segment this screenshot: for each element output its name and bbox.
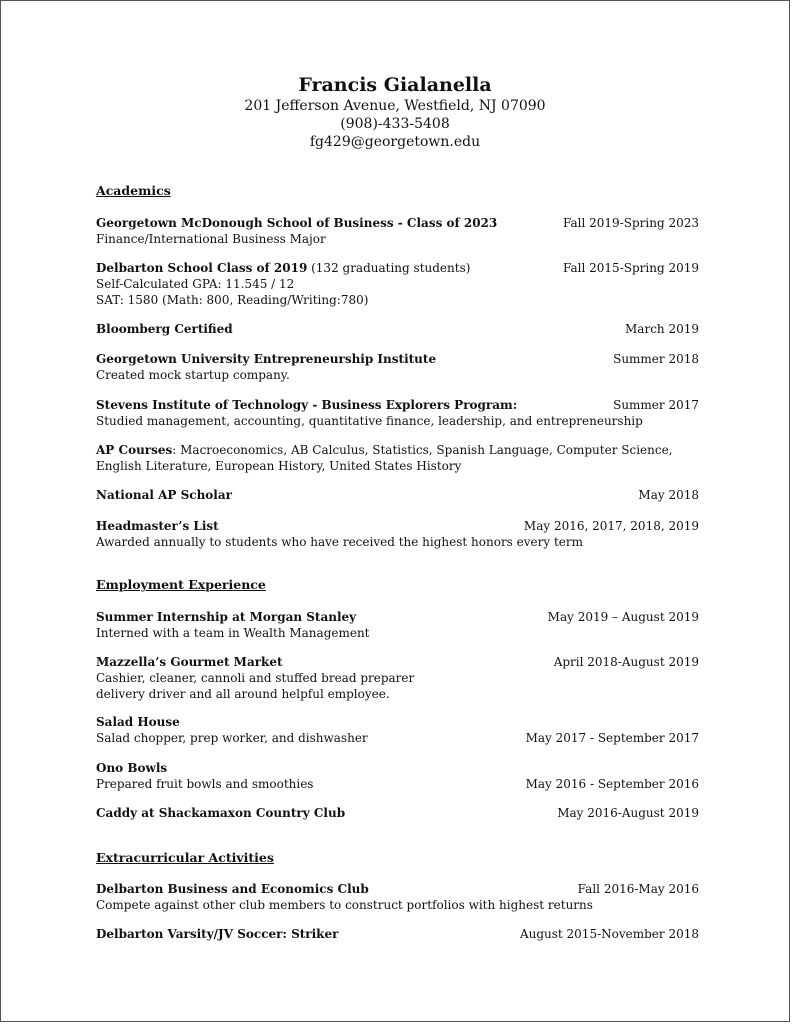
gpa-line: Self-Calculated GPA: 11.545 / 12 <box>96 277 295 291</box>
entry-business-club <box>96 881 699 913</box>
entry-description: Compete against other club members to construct portfolios with highest returns <box>96 898 593 912</box>
entry-date: May 2016 - September 2016 <box>525 777 699 791</box>
entry-date: May 2016-August 2019 <box>557 806 699 820</box>
entry-date: Fall 2015-Spring 2019 <box>563 261 699 275</box>
ap-courses-line2: English Literature, European History, United States History <box>96 459 462 473</box>
entry-morgan-stanley <box>96 609 699 641</box>
email: fg429@georgetown.edu <box>309 134 481 150</box>
resume-header <box>1 73 789 151</box>
entry-ap-scholar <box>96 487 699 503</box>
entry-caddy <box>96 805 699 821</box>
entry-title: Stevens Institute of Technology - Business Explorers Program: <box>96 398 518 412</box>
entry-description: Studied management, accounting, quantitative finance, leadership, and entrepreneurship <box>96 414 643 428</box>
entry-title: Caddy at Shackamaxon Country Club <box>96 806 346 820</box>
entry-soccer <box>96 926 699 942</box>
entry-ap-courses <box>96 442 699 474</box>
extracurricular-heading: Extracurricular Activities <box>96 850 274 865</box>
entry-date: March 2019 <box>625 322 699 336</box>
entry-date: Fall 2016-May 2016 <box>577 882 699 896</box>
entry-title: Ono Bowls <box>96 761 168 775</box>
entry-title-suffix: (132 graduating students) <box>307 261 471 275</box>
entry-date: May 2017 - September 2017 <box>525 731 699 745</box>
entry-title: Salad House <box>96 715 180 729</box>
entry-salad-house <box>96 714 699 746</box>
entry-date: Fall 2019-Spring 2023 <box>563 216 699 230</box>
entry-stevens <box>96 397 699 429</box>
entry-description: Interned with a team in Wealth Management <box>96 626 370 640</box>
entry-georgetown <box>96 215 699 247</box>
entry-date: April 2018-August 2019 <box>553 655 699 669</box>
entry-date: May 2016, 2017, 2018, 2019 <box>523 519 699 533</box>
ap-label: AP Courses <box>96 443 173 457</box>
entry-mazzella <box>96 654 699 702</box>
entry-description-line1: Cashier, cleaner, cannoli and stuffed bread preparer <box>96 671 415 685</box>
entry-title: Mazzella’s Gourmet Market <box>96 655 283 669</box>
entry-title: Delbarton Business and Economics Club <box>96 882 369 896</box>
entry-gu-entrepreneurship <box>96 351 699 383</box>
entry-description: Awarded annually to students who have received the highest honors every term <box>96 535 584 549</box>
entry-date: Summer 2018 <box>613 352 699 366</box>
entry-title: Georgetown McDonough School of Business - Class of 2023 <box>96 216 498 230</box>
entry-title: Delbarton School Class of 2019 <box>96 261 308 275</box>
entry-delbarton <box>96 260 699 308</box>
entry-date: May 2018 <box>638 488 699 502</box>
ap-courses-line1: : Macroeconomics, AB Calculus, Statistics, Spanish Language, Computer Science, <box>172 443 673 457</box>
entry-title: Bloomberg Certified <box>96 322 233 336</box>
entry-title: National AP Scholar <box>96 488 232 502</box>
entry-description-line2: delivery driver and all around helpful employee. <box>96 687 390 701</box>
entry-headmasters-list <box>96 518 699 550</box>
entry-description: Finance/International Business Major <box>96 232 326 246</box>
entry-description: Salad chopper, prep worker, and dishwasher <box>96 731 368 745</box>
entry-date: August 2015-November 2018 <box>519 927 699 941</box>
entry-title: Summer Internship at Morgan Stanley <box>96 610 357 624</box>
employment-heading: Employment Experience <box>96 577 266 592</box>
entry-title: Georgetown University Entrepreneurship Institute <box>96 352 437 366</box>
entry-title: Delbarton Varsity/JV Soccer: Striker <box>96 927 339 941</box>
candidate-name: Francis Gialanella <box>298 74 492 96</box>
entry-title: Headmaster’s List <box>96 519 219 533</box>
entry-bloomberg <box>96 321 699 337</box>
entry-description: Prepared fruit bowls and smoothies <box>96 777 314 791</box>
entry-date: May 2019 – August 2019 <box>547 610 699 624</box>
address: 201 Jefferson Avenue, Westfield, NJ 07090 <box>244 98 546 114</box>
entry-date: Summer 2017 <box>613 398 699 412</box>
sat-line: SAT: 1580 (Math: 800, Reading/Writing:780) <box>96 293 369 307</box>
phone: (908)-433-5408 <box>340 116 450 132</box>
entry-ono-bowls <box>96 760 699 792</box>
academics-heading: Academics <box>96 183 171 198</box>
entry-description: Created mock startup company. <box>96 368 290 382</box>
